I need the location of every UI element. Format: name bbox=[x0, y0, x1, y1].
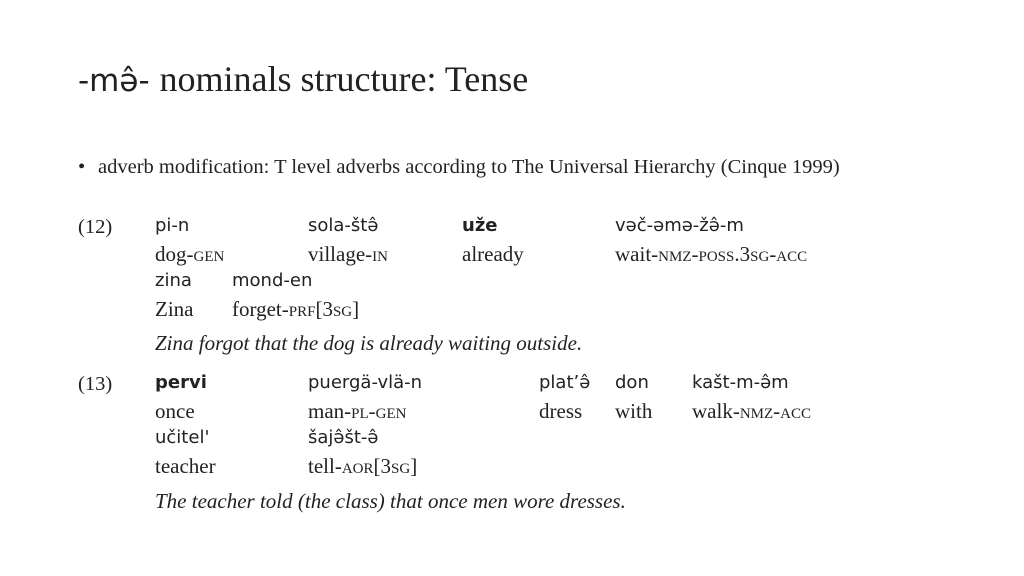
morpheme-word: kašt-m-ə̂m bbox=[692, 372, 789, 393]
morpheme-word: vəč-əmə-žə̂-m bbox=[615, 215, 744, 236]
gloss-word: walk-NMZ-ACC bbox=[692, 399, 812, 423]
morpheme-word-highlight: pervi bbox=[155, 372, 207, 393]
gloss-word: with bbox=[615, 399, 653, 423]
gloss-word: village-IN bbox=[308, 242, 388, 266]
example-number: (12) bbox=[78, 216, 113, 238]
gloss-word: teacher bbox=[155, 454, 216, 478]
bullet-marker: • bbox=[78, 156, 86, 178]
morpheme-word: šajə̂št-ə̂ bbox=[308, 427, 379, 448]
gloss-word: tell-AOR[3SG] bbox=[308, 454, 418, 478]
gloss-word: man-PL-GEN bbox=[308, 399, 407, 423]
gloss-word: forget-PRF[3SG] bbox=[232, 297, 360, 321]
free-translation: The teacher told (the class) that once men wore dresses. bbox=[155, 489, 626, 513]
gloss-word: Zina bbox=[155, 297, 194, 321]
gloss-word: once bbox=[155, 399, 195, 423]
morpheme-word: don bbox=[615, 372, 649, 393]
morpheme-word: sola-štə̂ bbox=[308, 215, 379, 236]
title-main: nominals structure: Tense bbox=[159, 59, 529, 99]
morpheme-word: zina bbox=[155, 270, 192, 291]
morpheme-word: mond-en bbox=[232, 270, 313, 291]
bullet-text: adverb modification: T level adverbs according to The Universal Hierarchy (Cinque 1999) bbox=[98, 156, 840, 178]
title-prefix: -mə̂- bbox=[78, 63, 160, 99]
example-number: (13) bbox=[78, 373, 113, 395]
gloss-word: dog-GEN bbox=[155, 242, 225, 266]
morpheme-word: pi-n bbox=[155, 215, 190, 236]
gloss-word: wait-NMZ-POSS.3SG-ACC bbox=[615, 242, 808, 266]
morpheme-word-highlight: uže bbox=[462, 215, 498, 236]
morpheme-word: plat’ə̂ bbox=[539, 372, 591, 393]
gloss-word: already bbox=[462, 242, 524, 266]
morpheme-word: učitel' bbox=[155, 427, 210, 448]
morpheme-word: puergä-vlä-n bbox=[308, 372, 423, 393]
free-translation: Zina forgot that the dog is already waiting outside. bbox=[155, 331, 583, 355]
page-title bbox=[78, 58, 528, 100]
gloss-word: dress bbox=[539, 399, 583, 423]
